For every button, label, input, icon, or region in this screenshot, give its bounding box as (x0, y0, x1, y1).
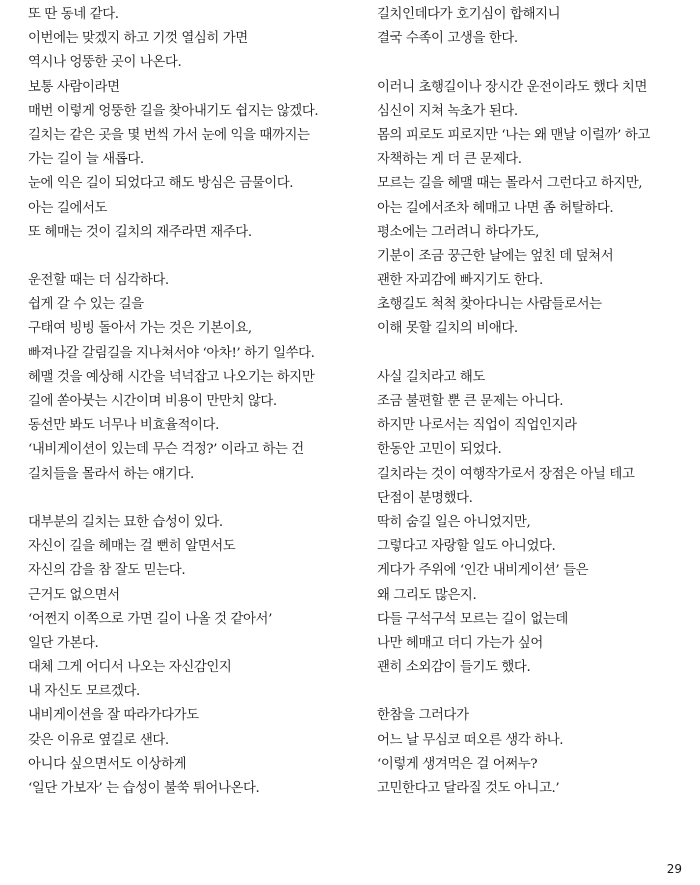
text-line: 그렇다고 자랑할 일도 아니었다. (377, 539, 556, 555)
text-line: 이번에는 맞겠지 하고 기껏 열심히 가면 (28, 31, 248, 47)
text-line: 자신의 감을 참 잘도 믿는다. (28, 563, 186, 579)
text-line: 하지만 나로서는 직업이 직업인지라 (377, 418, 577, 434)
text-line: 아는 길에서도 (28, 200, 108, 216)
text-line: 동선만 봐도 너무나 비효율적이다. (28, 418, 219, 434)
text-line: 또 딴 동네 같다. (28, 7, 119, 22)
text-line: 왜 그리도 많은지. (377, 587, 477, 603)
text-line: 보통 사람이라면 (28, 79, 120, 95)
text-line: 결국 수족이 고생을 한다. (377, 31, 518, 47)
text-line: 길에 쏟아붓는 시간이며 비용이 만만치 않다. (28, 394, 277, 409)
text-line: 길치들을 몰라서 하는 얘기다. (28, 466, 194, 482)
text-line: 이해 못할 길치의 비애다. (377, 321, 518, 337)
text-line: 쉽게 갈 수 있는 길을 (28, 297, 144, 313)
text-line: 평소에는 그러려니 하다가도, (377, 224, 539, 240)
text-line: 고민한다고 달라질 것도 아니고.’ (377, 781, 560, 796)
text-line: 괜히 소외감이 들기도 했다. (377, 660, 531, 676)
text-line: 역시나 엉뚱한 곳이 나온다. (28, 55, 182, 71)
text-line (28, 487, 358, 511)
text-line: 내비게이션을 잘 따라가다가도 (28, 708, 199, 724)
text-line (377, 680, 677, 704)
text-line: 일단 가본다. (28, 635, 99, 651)
text-line: 초행길도 척척 찾아다니는 사람들로서는 (377, 297, 602, 313)
text-line: 괜한 자괴감에 빠지기도 한다. (377, 273, 543, 289)
right-text-column (377, 3, 677, 801)
text-line: 길치인데다가 호기심이 합해지니 (377, 7, 561, 22)
left-text-column (28, 3, 358, 801)
text-line: 모르는 길을 헤맬 때는 몰라서 그런다고 하지만, (377, 176, 643, 192)
text-line: 딱히 숨길 일은 아니었지만, (377, 514, 531, 530)
text-line: ‘이렇게 생겨먹은 걸 어쩌누? (377, 756, 538, 772)
text-line: 내 자신도 모르겠다. (28, 684, 140, 700)
text-line: 또 헤매는 것이 길치의 재주라면 재주다. (28, 224, 252, 240)
text-line: 운전할 때는 더 심각하다. (28, 273, 169, 289)
text-line (28, 245, 358, 269)
text-line: 눈에 익은 길이 되었다고 해도 방심은 금물이다. (28, 176, 294, 192)
text-line: 게다가 주위에 ‘인간 내비게이션’ 들은 (377, 563, 589, 579)
text-line: 근거도 없으면서 (28, 587, 120, 603)
text-line: 심신이 지쳐 녹초가 된다. (377, 103, 518, 119)
text-line (377, 342, 677, 366)
text-line: 어느 날 무심코 떠오른 생각 하나. (377, 732, 564, 748)
text-line: 빠져나갈 갈림길을 지나쳐서야 ‘아차!’ 하기 일쑤다. (28, 345, 315, 361)
text-line: 단점이 분명했다. (377, 490, 473, 506)
text-line: 구태여 빙빙 돌아서 가는 것은 기본이요, (28, 321, 252, 337)
text-line: 길치는 같은 곳을 몇 번씩 가서 눈에 익을 때까지는 (28, 127, 310, 143)
text-line: 조금 불편할 뿐 큰 문제는 아니다. (377, 394, 564, 409)
text-line: 가는 길이 늘 새롭다. (28, 152, 144, 168)
text-line: 이러니 초행길이나 장시간 운전이라도 했다 치면 (377, 79, 647, 95)
text-line: 길치라는 것이 여행작가로서 장점은 아닐 테고 (377, 466, 635, 482)
text-line: 갖은 이유로 옆길로 샌다. (28, 732, 169, 748)
text-line: 한동안 고민이 되었다. (377, 442, 502, 458)
text-line: 몸의 피로도 피로지만 ‘나는 왜 맨날 이럴까’ 하고 (377, 127, 650, 143)
text-line (377, 51, 677, 75)
page-number: 29 (666, 862, 682, 876)
text-line: ‘일단 가보자’ 는 습성이 불쑥 튀어나온다. (28, 781, 260, 796)
text-line: ‘내비게이션이 있는데 무슨 걱정?’ 이라고 하는 건 (28, 442, 304, 458)
text-line: 나만 헤매고 더디 가는가 싶어 (377, 635, 543, 651)
text-line: ‘어쩐지 이쪽으로 가면 길이 나올 것 같아서’ (28, 611, 272, 627)
text-line: 자책하는 게 더 큰 문제다. (377, 152, 522, 168)
text-line: 다들 구석구석 모르는 길이 없는데 (377, 611, 568, 627)
text-line: 자신이 길을 헤매는 걸 뻔히 알면서도 (28, 539, 236, 555)
text-line: 매번 이렇게 엉뚱한 길을 찾아내기도 쉽지는 않겠다. (28, 103, 319, 119)
text-line: 아니다 싶으면서도 이상하게 (28, 756, 187, 772)
text-line: 대부분의 길치는 묘한 습성이 있다. (28, 514, 223, 530)
text-line: 한참을 그러다가 (377, 708, 469, 724)
text-line: 기분이 조금 꿍근한 날에는 엎친 데 덮쳐서 (377, 248, 614, 264)
text-line: 사실 길치라고 해도 (377, 369, 485, 385)
text-line: 아는 길에서조차 헤매고 나면 좀 허탈하다. (377, 200, 614, 216)
text-line: 대체 그게 어디서 나오는 자신감인지 (28, 660, 232, 676)
text-line: 헤맬 것을 예상해 시간을 넉넉잡고 나오기는 하지만 (28, 369, 315, 385)
